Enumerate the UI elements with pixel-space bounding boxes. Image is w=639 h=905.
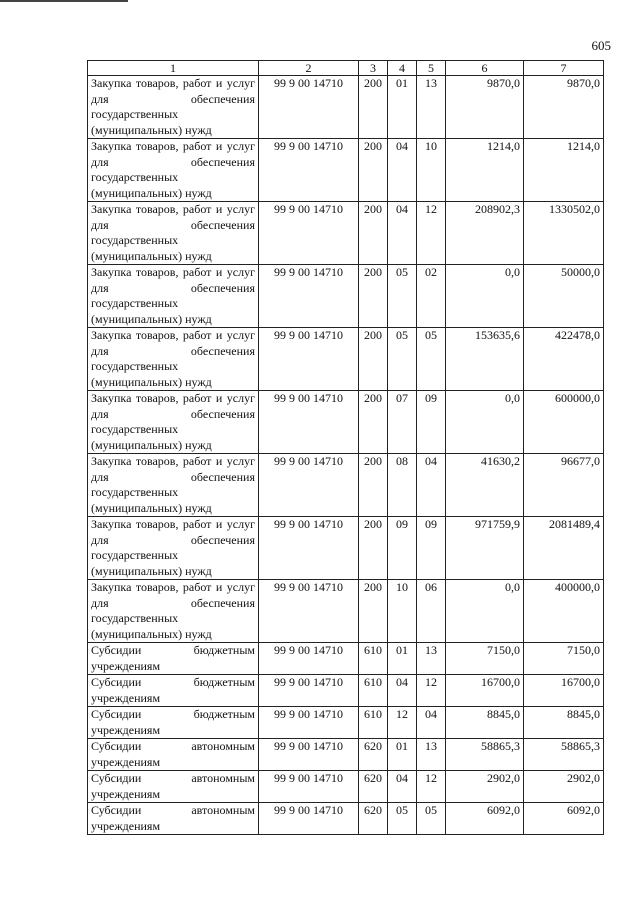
table-header-row (88, 61, 604, 76)
row-section: 05 (388, 328, 417, 391)
row-subsection: 05 (417, 328, 446, 391)
row-subsection: 12 (417, 675, 446, 707)
row-name: Субсидии автономным учреждениям (88, 739, 259, 771)
header-col-6: 6 (446, 61, 524, 76)
row-target-code: 99 9 00 14710 (259, 739, 359, 771)
row-expense-type: 200 (359, 580, 388, 643)
row-subsection: 13 (417, 643, 446, 675)
row-expense-type: 620 (359, 803, 388, 835)
row-target-code: 99 9 00 14710 (259, 675, 359, 707)
row-expense-type: 200 (359, 391, 388, 454)
row-name: Субсидии бюджетным учреждениям (88, 675, 259, 707)
row-amount-col7: 1330502,0 (524, 202, 604, 265)
header-col-7: 7 (524, 61, 604, 76)
row-amount-col7: 422478,0 (524, 328, 604, 391)
row-expense-type: 200 (359, 517, 388, 580)
table-row (88, 707, 604, 739)
header-col-4: 4 (388, 61, 417, 76)
row-name: Субсидии автономным учреждениям (88, 771, 259, 803)
row-amount-col6: 0,0 (446, 265, 524, 328)
row-subsection: 04 (417, 707, 446, 739)
row-amount-col7: 400000,0 (524, 580, 604, 643)
top-rule (0, 0, 128, 2)
row-target-code: 99 9 00 14710 (259, 391, 359, 454)
row-section: 04 (388, 675, 417, 707)
row-amount-col7: 1214,0 (524, 139, 604, 202)
row-target-code: 99 9 00 14710 (259, 76, 359, 139)
row-target-code: 99 9 00 14710 (259, 580, 359, 643)
header-col-1: 1 (88, 61, 259, 76)
row-name: Закупка товаров, работ и услуг для обеспечения государственных (муниципальных) нужд (88, 76, 259, 139)
row-expense-type: 620 (359, 739, 388, 771)
row-expense-type: 200 (359, 328, 388, 391)
row-amount-col7: 7150,0 (524, 643, 604, 675)
table-row (88, 580, 604, 643)
row-expense-type: 200 (359, 76, 388, 139)
row-target-code: 99 9 00 14710 (259, 803, 359, 835)
page-number: 605 (591, 38, 611, 53)
table-row (88, 265, 604, 328)
row-section: 07 (388, 391, 417, 454)
row-name: Закупка товаров, работ и услуг для обеспечения государственных (муниципальных) нужд (88, 454, 259, 517)
table-row (88, 328, 604, 391)
row-subsection: 09 (417, 391, 446, 454)
row-name: Закупка товаров, работ и услуг для обеспечения государственных (муниципальных) нужд (88, 580, 259, 643)
row-section: 09 (388, 517, 417, 580)
row-section: 10 (388, 580, 417, 643)
row-amount-col7: 2902,0 (524, 771, 604, 803)
row-amount-col6: 6092,0 (446, 803, 524, 835)
row-subsection: 13 (417, 76, 446, 139)
row-amount-col6: 1214,0 (446, 139, 524, 202)
row-amount-col7: 600000,0 (524, 391, 604, 454)
row-expense-type: 610 (359, 643, 388, 675)
table-row (88, 771, 604, 803)
row-section: 04 (388, 139, 417, 202)
row-amount-col6: 971759,9 (446, 517, 524, 580)
row-name: Закупка товаров, работ и услуг для обеспечения государственных (муниципальных) нужд (88, 391, 259, 454)
row-subsection: 10 (417, 139, 446, 202)
table-row (88, 139, 604, 202)
row-target-code: 99 9 00 14710 (259, 328, 359, 391)
row-target-code: 99 9 00 14710 (259, 139, 359, 202)
row-target-code: 99 9 00 14710 (259, 707, 359, 739)
row-subsection: 05 (417, 803, 446, 835)
row-section: 05 (388, 803, 417, 835)
row-amount-col6: 0,0 (446, 391, 524, 454)
table-row (88, 643, 604, 675)
row-subsection: 09 (417, 517, 446, 580)
row-subsection: 12 (417, 771, 446, 803)
row-amount-col7: 9870,0 (524, 76, 604, 139)
row-expense-type: 200 (359, 139, 388, 202)
row-target-code: 99 9 00 14710 (259, 643, 359, 675)
header-col-2: 2 (259, 61, 359, 76)
row-amount-col6: 2902,0 (446, 771, 524, 803)
row-amount-col7: 96677,0 (524, 454, 604, 517)
table-row (88, 76, 604, 139)
row-section: 04 (388, 771, 417, 803)
row-amount-col7: 6092,0 (524, 803, 604, 835)
row-amount-col7: 8845,0 (524, 707, 604, 739)
row-target-code: 99 9 00 14710 (259, 202, 359, 265)
row-target-code: 99 9 00 14710 (259, 517, 359, 580)
row-name: Закупка товаров, работ и услуг для обеспечения государственных (муниципальных) нужд (88, 265, 259, 328)
row-name: Закупка товаров, работ и услуг для обеспечения государственных (муниципальных) нужд (88, 202, 259, 265)
row-name: Закупка товаров, работ и услуг для обеспечения государственных (муниципальных) нужд (88, 139, 259, 202)
row-amount-col7: 2081489,4 (524, 517, 604, 580)
row-amount-col6: 7150,0 (446, 643, 524, 675)
row-section: 01 (388, 643, 417, 675)
row-expense-type: 200 (359, 454, 388, 517)
row-expense-type: 200 (359, 265, 388, 328)
table-row (88, 454, 604, 517)
table-row (88, 517, 604, 580)
row-amount-col6: 8845,0 (446, 707, 524, 739)
table-row (88, 739, 604, 771)
row-subsection: 12 (417, 202, 446, 265)
row-subsection: 13 (417, 739, 446, 771)
row-amount-col6: 41630,2 (446, 454, 524, 517)
row-name: Субсидии бюджетным учреждениям (88, 643, 259, 675)
row-expense-type: 610 (359, 675, 388, 707)
row-subsection: 02 (417, 265, 446, 328)
row-amount-col6: 9870,0 (446, 76, 524, 139)
row-name: Субсидии бюджетным учреждениям (88, 707, 259, 739)
row-section: 05 (388, 265, 417, 328)
row-expense-type: 610 (359, 707, 388, 739)
row-subsection: 06 (417, 580, 446, 643)
row-amount-col7: 16700,0 (524, 675, 604, 707)
row-name: Закупка товаров, работ и услуг для обеспечения государственных (муниципальных) нужд (88, 328, 259, 391)
row-amount-col6: 153635,6 (446, 328, 524, 391)
budget-table (87, 60, 604, 835)
row-section: 04 (388, 202, 417, 265)
row-target-code: 99 9 00 14710 (259, 265, 359, 328)
header-col-5: 5 (417, 61, 446, 76)
row-amount-col6: 16700,0 (446, 675, 524, 707)
row-amount-col6: 0,0 (446, 580, 524, 643)
row-target-code: 99 9 00 14710 (259, 771, 359, 803)
header-col-3: 3 (359, 61, 388, 76)
row-section: 08 (388, 454, 417, 517)
row-section: 12 (388, 707, 417, 739)
table-row (88, 391, 604, 454)
table-row (88, 803, 604, 835)
row-expense-type: 620 (359, 771, 388, 803)
row-amount-col6: 58865,3 (446, 739, 524, 771)
row-target-code: 99 9 00 14710 (259, 454, 359, 517)
row-amount-col7: 58865,3 (524, 739, 604, 771)
row-name: Субсидии автономным учреждениям (88, 803, 259, 835)
row-section: 01 (388, 739, 417, 771)
row-subsection: 04 (417, 454, 446, 517)
row-expense-type: 200 (359, 202, 388, 265)
row-name: Закупка товаров, работ и услуг для обеспечения государственных (муниципальных) нужд (88, 517, 259, 580)
table-row (88, 202, 604, 265)
table-row (88, 675, 604, 707)
row-amount-col7: 50000,0 (524, 265, 604, 328)
row-section: 01 (388, 76, 417, 139)
row-amount-col6: 208902,3 (446, 202, 524, 265)
